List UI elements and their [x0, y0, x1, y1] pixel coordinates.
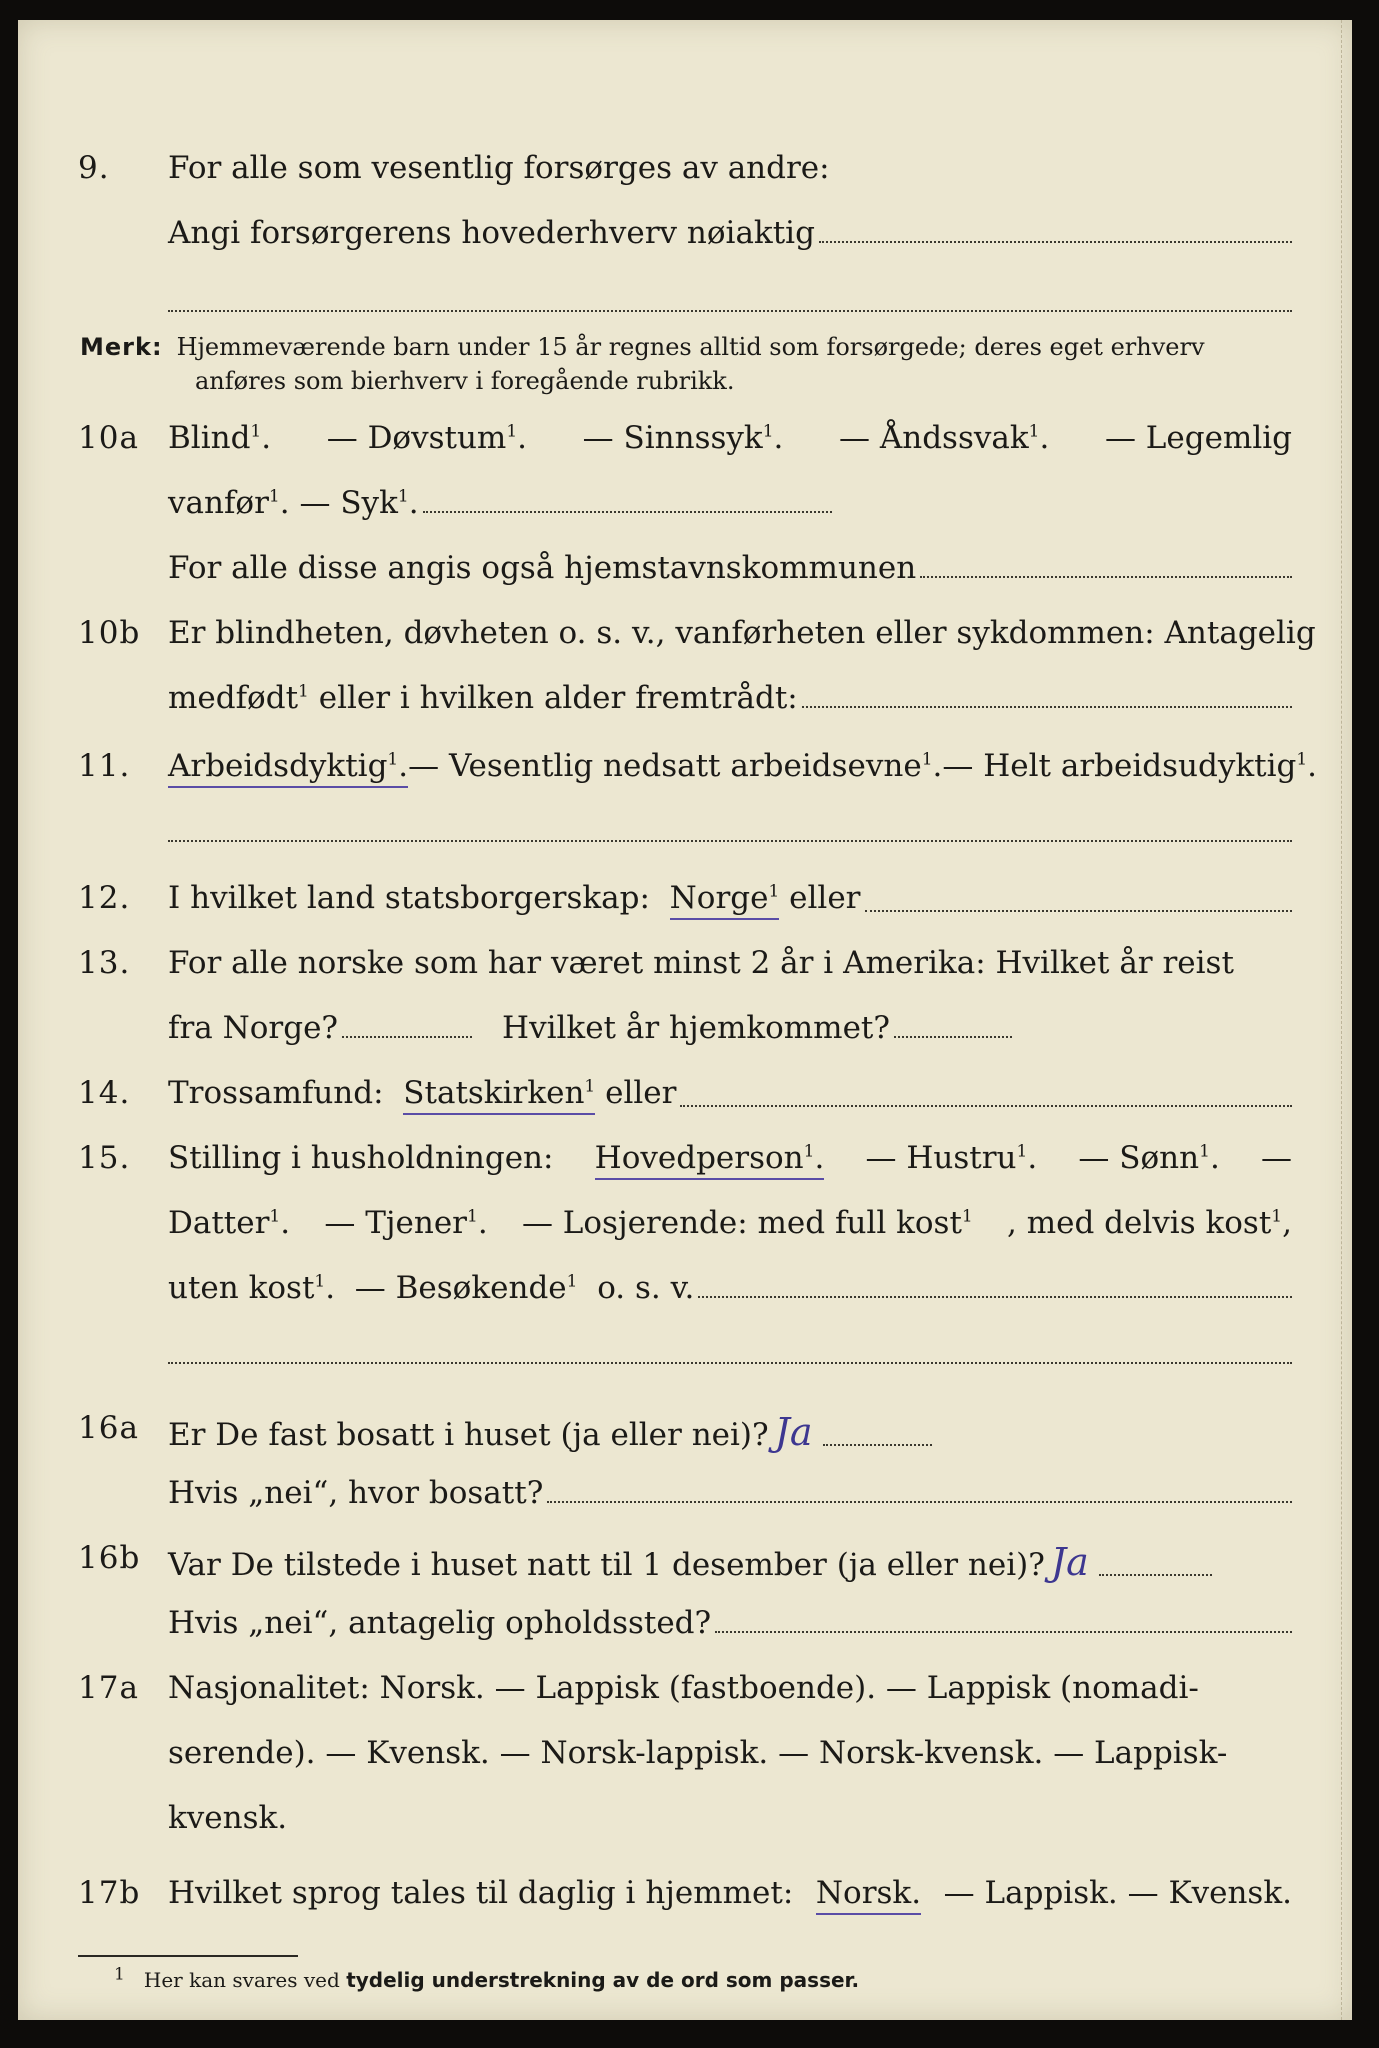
q16a-line1: [18, 1410, 1352, 1460]
q10a-opt-sinnssyk[interactable]: — Sinnssyk: [582, 420, 763, 456]
q14-eller: eller: [605, 1075, 677, 1111]
q10b-line2: [18, 680, 1352, 730]
q16b-line2: [18, 1605, 1352, 1655]
q14-trossamfund-field[interactable]: [680, 1105, 1292, 1107]
q16a-number: 16a: [78, 1410, 139, 1446]
q13-line2: [18, 1010, 1352, 1060]
q13-number: 13.: [78, 945, 131, 981]
q14-text: Trossamfund:: [168, 1075, 384, 1111]
q10a-opt-syk[interactable]: — Syk$^1$.: [299, 485, 419, 521]
q15-opt-sonn[interactable]: — Sønn$^1$.: [1078, 1140, 1220, 1176]
q17a-line3: [18, 1800, 1352, 1850]
q12-eller: eller: [789, 880, 861, 916]
q10a-number: 10a: [78, 420, 139, 456]
q14-number: 14.: [78, 1075, 131, 1111]
q15-stilling-field[interactable]: [698, 1296, 1292, 1298]
q13-line1: [18, 945, 1352, 995]
q9-line1: [18, 150, 1352, 200]
q10b-line1: [18, 615, 1352, 665]
q9-line2: [18, 215, 1352, 265]
q12-land-field[interactable]: [865, 910, 1293, 912]
q13-text1: For alle norske som har været minst 2 år i Amerika: Hvilket år reist: [168, 945, 1234, 981]
q15-opt-hovedperson[interactable]: Hovedperson$^1$.: [595, 1140, 825, 1180]
merk-text2: anføres som bierhverv i foregående rubrikk.: [195, 367, 735, 395]
q16b-line1: [18, 1540, 1352, 1590]
q17b-opt-norsk[interactable]: Norsk.: [816, 1875, 921, 1915]
q16b-number: 16b: [78, 1540, 141, 1576]
q17a-number: 17a: [78, 1670, 139, 1706]
q9-text1: For alle som vesentlig forsørges av andre:: [168, 150, 830, 186]
q16a-line2: [18, 1475, 1352, 1525]
q15-opt-tjener[interactable]: — Tjener$^1$.: [324, 1205, 488, 1241]
q10b-alder-field[interactable]: [802, 706, 1292, 708]
q15-line3: [18, 1270, 1352, 1320]
q16a-bosatt-field[interactable]: [547, 1501, 1292, 1503]
q17a-text1[interactable]: Nasjonalitet: Norsk. — Lappisk (fastboende). — Lappisk (nomadi-: [168, 1670, 1199, 1706]
q15-answer-line[interactable]: [168, 1362, 1292, 1364]
q15-opt-delvis-kost[interactable]: , med delvis kost$^1$,: [1007, 1205, 1292, 1241]
q16b-text1: Var De tilstede i huset natt til 1 desember (ja eller nei)?: [168, 1547, 1045, 1583]
q16b-handwritten-answer[interactable]: Ja: [1050, 1540, 1089, 1584]
q13-hjemkommet-field[interactable]: [894, 1036, 1012, 1038]
q17b-number: 17b: [78, 1875, 141, 1911]
q16b-answer-field[interactable]: [1099, 1574, 1212, 1576]
q14-opt-statskirken[interactable]: Statskirken$^1$: [403, 1075, 595, 1115]
merk-text1: Hjemmeværende barn under 15 år regnes alltid som forsørgede; deres eget erhverv: [176, 333, 1205, 361]
q16a-text1: Er De fast bosatt i huset (ja eller nei)?: [168, 1417, 769, 1453]
q15-osv: o. s. v.: [597, 1270, 695, 1306]
q10b-text1: Er blindheten, døvheten o. s. v., vanførheten eller sykdommen: Antagelig: [168, 615, 1316, 651]
q15-text: Stilling i husholdningen:: [168, 1140, 554, 1176]
q15-line1: [18, 1140, 1352, 1190]
q10a-line1: 10a Blind$^1$. — Døvstum$^1$. — Sinnssyk$^1$. — Åndssvak$^1$. — Legemlig: [78, 420, 1292, 456]
merk-note: [80, 330, 1205, 398]
q12-text: I hvilket land statsborgerskap:: [168, 880, 650, 916]
q10a-opt-dovstum[interactable]: — Døvstum: [326, 420, 507, 456]
footnote-bold-text: tydelig understrekning av de ord som passer.: [346, 1968, 860, 1992]
census-form-page: [18, 20, 1352, 2020]
q15-opt-besokende[interactable]: — Besøkende$^1$: [354, 1270, 578, 1306]
q15-opt-datter[interactable]: Datter$^1$.: [168, 1205, 291, 1241]
q10a-line3: [18, 550, 1352, 600]
q12-opt-norge[interactable]: Norge$^1$: [670, 880, 780, 920]
q15-opt-uten-kost[interactable]: uten kost$^1$.: [168, 1270, 355, 1306]
q17a-line2: [18, 1735, 1352, 1785]
q13-text2b: Hvilket år hjemkommet?: [502, 1010, 891, 1046]
q11-number: 11.: [78, 748, 131, 784]
merk-label: Merk:: [80, 333, 163, 361]
footnote-rule: [78, 1955, 298, 1957]
q16a-answer-field[interactable]: [823, 1444, 932, 1446]
q15-opt-hustru[interactable]: — Hustru$^1$.: [865, 1140, 1038, 1176]
q17b-line: [18, 1875, 1352, 1925]
q15-dash: —: [1261, 1140, 1292, 1176]
q10a-opt-vanfor[interactable]: vanfør$^1$.: [168, 485, 300, 521]
q10b-number: 10b: [78, 615, 141, 651]
q17b-text: Hvilket sprog tales til daglig i hjemmet:: [168, 1875, 794, 1911]
q10a-opt-legemlig[interactable]: — Legemlig: [1104, 420, 1292, 456]
q13-text2a: fra Norge?: [168, 1010, 339, 1046]
q17b-opt-others[interactable]: — Lappisk. — Kvensk.: [943, 1875, 1292, 1911]
q17a-line1: [18, 1670, 1352, 1720]
q11-opt-arbeidsdyktig[interactable]: Arbeidsdyktig$^1$.: [168, 748, 408, 788]
q9-answer-line2[interactable]: [168, 310, 1292, 312]
q16a-handwritten-answer[interactable]: Ja: [774, 1410, 813, 1454]
q11-line1: [18, 748, 1352, 798]
q16a-text2: Hvis „nei“, hvor bosatt?: [168, 1475, 544, 1511]
q9-text2: Angi forsørgerens hovederhverv nøiaktig: [168, 215, 815, 251]
footnote: [114, 1964, 860, 1992]
q16b-opholdssted-field[interactable]: [715, 1631, 1292, 1633]
q13-reist-field[interactable]: [342, 1036, 472, 1038]
q15-opt-full-kost[interactable]: — Losjerende: med full kost$^1$: [521, 1205, 973, 1241]
q14-line: [18, 1075, 1352, 1125]
q12-line: [18, 880, 1352, 930]
q10a-opt-blind[interactable]: Blind: [168, 420, 251, 456]
q11-opt-nedsatt[interactable]: — Vesentlig nedsatt arbeidsevne$^1$.: [408, 748, 943, 784]
q15-line2: [18, 1205, 1352, 1255]
q11-answer-line[interactable]: [168, 840, 1292, 842]
q15-number: 15.: [78, 1140, 131, 1176]
q10a-opt-andssvak[interactable]: — Åndssvak: [839, 420, 1029, 456]
q10a-text3: For alle disse angis også hjemstavnskommunen: [168, 550, 917, 586]
q12-number: 12.: [78, 880, 131, 916]
q10a-kommune-field[interactable]: [920, 576, 1292, 578]
q10a-line2: [18, 485, 1352, 535]
footnote-mark: 1: [114, 1964, 125, 1985]
q16b-text2: Hvis „nei“, antagelig opholdssted?: [168, 1605, 712, 1641]
q10b-opt-medfodt[interactable]: medfødt$^1$: [168, 680, 309, 716]
q10b-text2: eller i hvilken alder fremtrådt:: [318, 680, 798, 716]
footnote-text: Her kan svares ved: [143, 1968, 340, 1992]
q17a-text2[interactable]: serende). — Kvensk. — Norsk-lappisk. — Norsk-kvensk. — Lappisk-: [168, 1735, 1228, 1771]
q10a-syk-field[interactable]: [423, 511, 832, 513]
q11-opt-udyktig[interactable]: — Helt arbeidsudyktig$^1$.: [942, 748, 1318, 784]
q9-answer-field[interactable]: [819, 241, 1292, 243]
q17a-text3[interactable]: kvensk.: [168, 1800, 288, 1836]
q9-number: 9.: [78, 150, 110, 186]
